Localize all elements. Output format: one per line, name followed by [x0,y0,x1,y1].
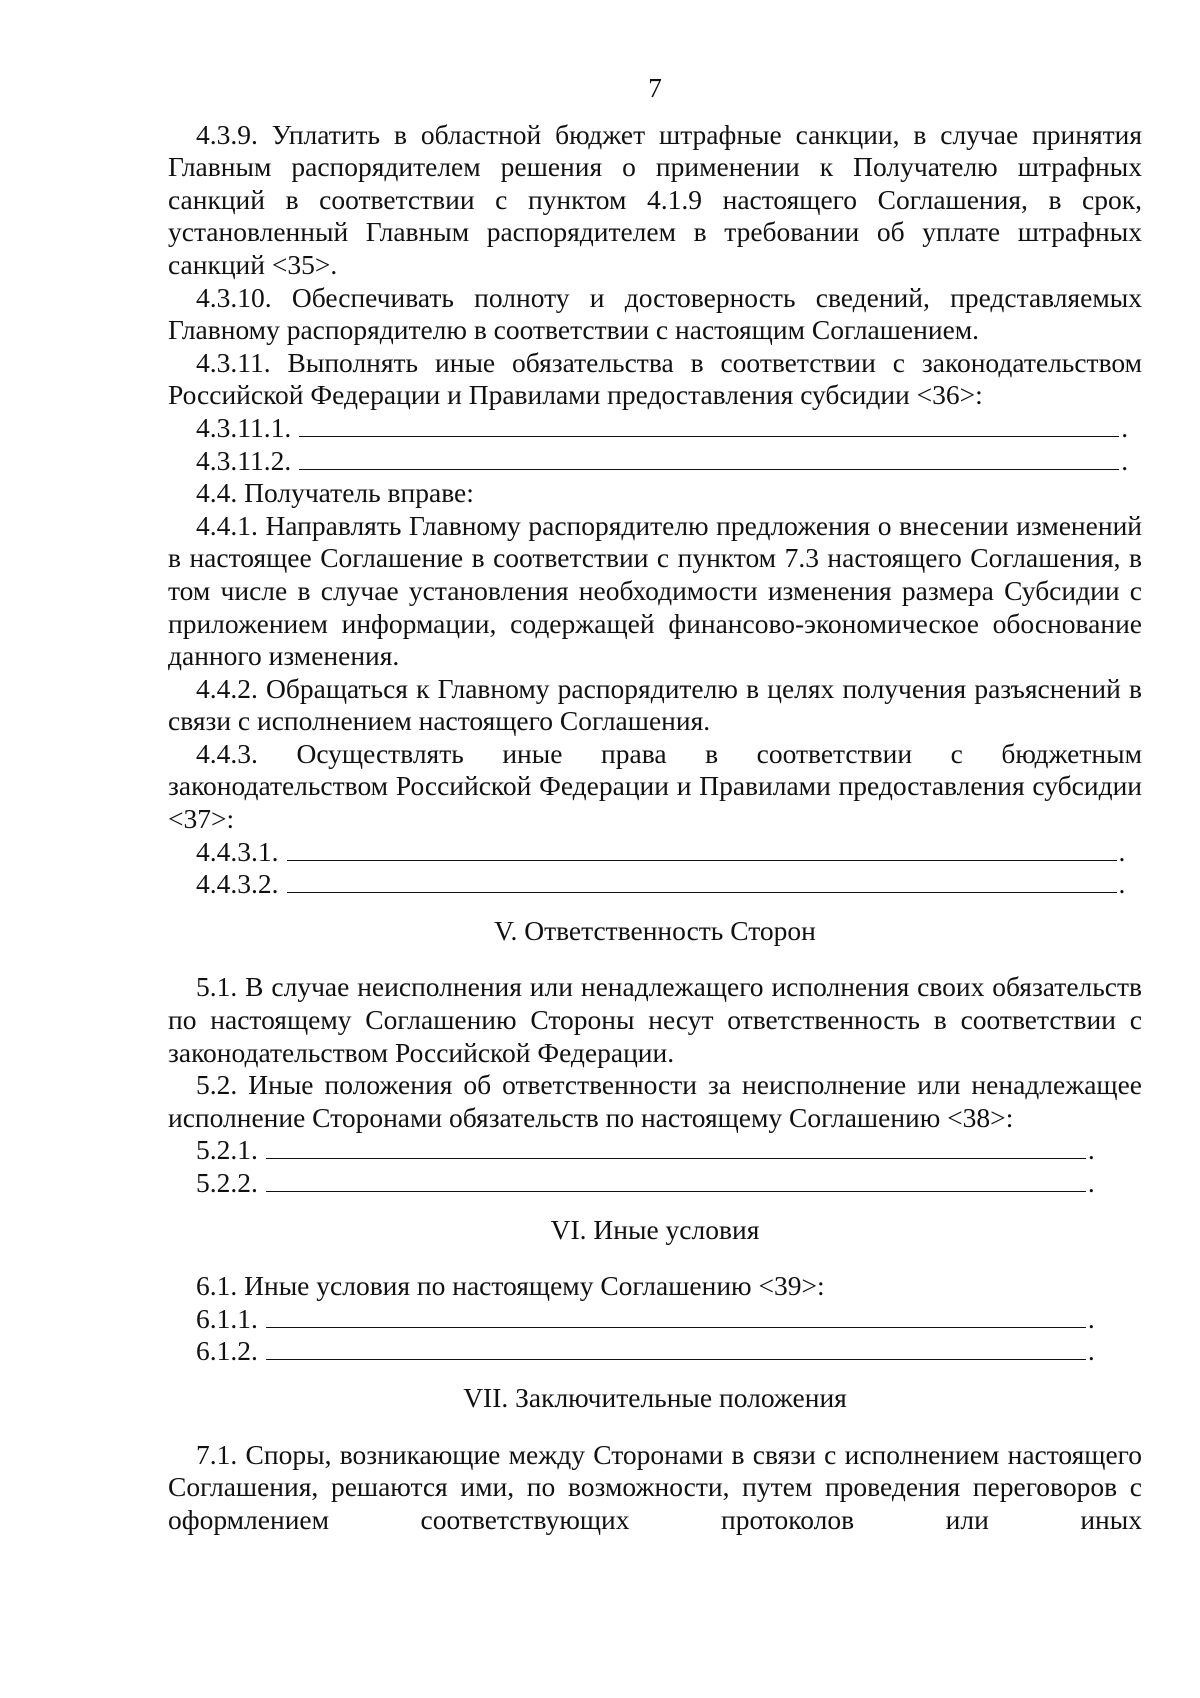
line-end-dot: . [1087,1134,1095,1166]
line-end-dot: . [1087,1302,1095,1334]
clause-4-3-10: 4.3.10. Обеспечивать полноту и достоверность сведений, представляемых Главному распорядителю в соответствии с настоящим Соглашением. [168,281,1142,346]
section-heading-7: VII. Заключительные положения [463,1381,847,1413]
blank-field [266,1305,1086,1328]
clause-4-3-9: 4.3.9. Уплатить в областной бюджет штрафные санкции, в случае принятия Главным распорядителем решения о применении к Получателю штрафных санкций в соответствии с пунктом 4.1.9 настоящего Соглашения, в срок, установленный Главным распорядителем в требовании об уплате штрафных санкций <35>. [168,118,1142,280]
fill-line-4-4-3-1 [168,836,1142,869]
clause-5-1: 5.1. В случае неисполнения или ненадлежащего исполнения своих обязательств по настоящему Соглашению Стороны несут ответственность в соответствии с законодательством Российской Федерации. [168,971,1142,1068]
line-end-dot: . [1121,444,1129,476]
blank-field [266,1169,1086,1192]
clause-number: 5.2.2. [196,1167,258,1198]
clause-4-4-3: 4.4.3. Осуществлять иные права в соответствии с бюджетным законодательством Российской Федерации и Правилами предоставления субсидии <37>: [168,737,1142,835]
clause-7-1: 7.1. Споры, возникающие между Сторонами в связи с исполнением настоящего Соглашения, решаются ими, по возможности, путем проведения переговоров с оформлением соответствующих протоколов или иных [168,1438,1142,1535]
blank-field [266,1136,1086,1159]
blank-field [287,838,1117,861]
section-heading-5: V. Ответственность Сторон [494,914,816,946]
clause-5-2: 5.2. Иные положения об ответственности за неисполнение или ненадлежащее исполнение Сторонами обязательств по настоящему Соглашению <38>: [168,1069,1142,1133]
line-end-dot: . [1118,868,1126,900]
fill-line-4-3-11-1 [168,412,1142,445]
blank-field [299,447,1119,470]
clause-number: 6.1.2. [196,1335,258,1367]
fill-line-6-1-1 [168,1303,1142,1336]
clause-number: 4.3.11.2. [196,444,292,476]
blank-field [287,870,1117,893]
page-number: 7 [648,72,662,103]
clause-number: 4.4.3.2. [196,868,279,900]
line-end-dot: . [1087,1167,1095,1198]
line-end-dot: . [1118,835,1126,867]
fill-line-4-3-11-2 [168,445,1142,478]
fill-line-5-2-1 [168,1134,1142,1167]
clause-6-1: 6.1. Иные условия по настоящему Соглашению <39>: [196,1270,825,1302]
clause-number: 5.2.1. [196,1134,258,1166]
line-end-dot: . [1121,411,1129,443]
document-page [168,72,1142,1536]
clause-number: 4.3.11.1. [196,411,292,443]
clause-number: 4.4.3.1. [196,835,279,867]
clause-4-4-1: 4.4.1. Направлять Главному распорядителю предложения о внесении изменений в настоящее Соглашение в соответствии с пунктом 7.3 настоящего Соглашения, в том числе в случае установления необходимости изменения размера Субсидии с приложением информации, содержащей финансово-экономическое обоснование данного изменения. [168,509,1142,672]
blank-field [299,414,1119,437]
line-end-dot: . [1087,1335,1095,1367]
clause-4-3-11: 4.3.11. Выполнять иные обязательства в соответствии с законодательством Российской Федерации и Правилами предоставления субсидии <36>: [168,346,1142,411]
fill-line-4-4-3-2 [168,868,1142,901]
section-heading-6: VI. Иные условия [550,1213,760,1245]
fill-line-5-2-2 [168,1167,1142,1200]
clause-4-4: 4.4. Получатель вправе: [196,477,474,509]
clause-number: 6.1.1. [196,1302,258,1334]
fill-line-6-1-2 [168,1335,1142,1368]
clause-4-4-2: 4.4.2. Обращаться к Главному распорядителю в целях получения разъяснений в связи с исполнением настоящего Соглашения. [168,672,1142,737]
blank-field [266,1337,1086,1360]
